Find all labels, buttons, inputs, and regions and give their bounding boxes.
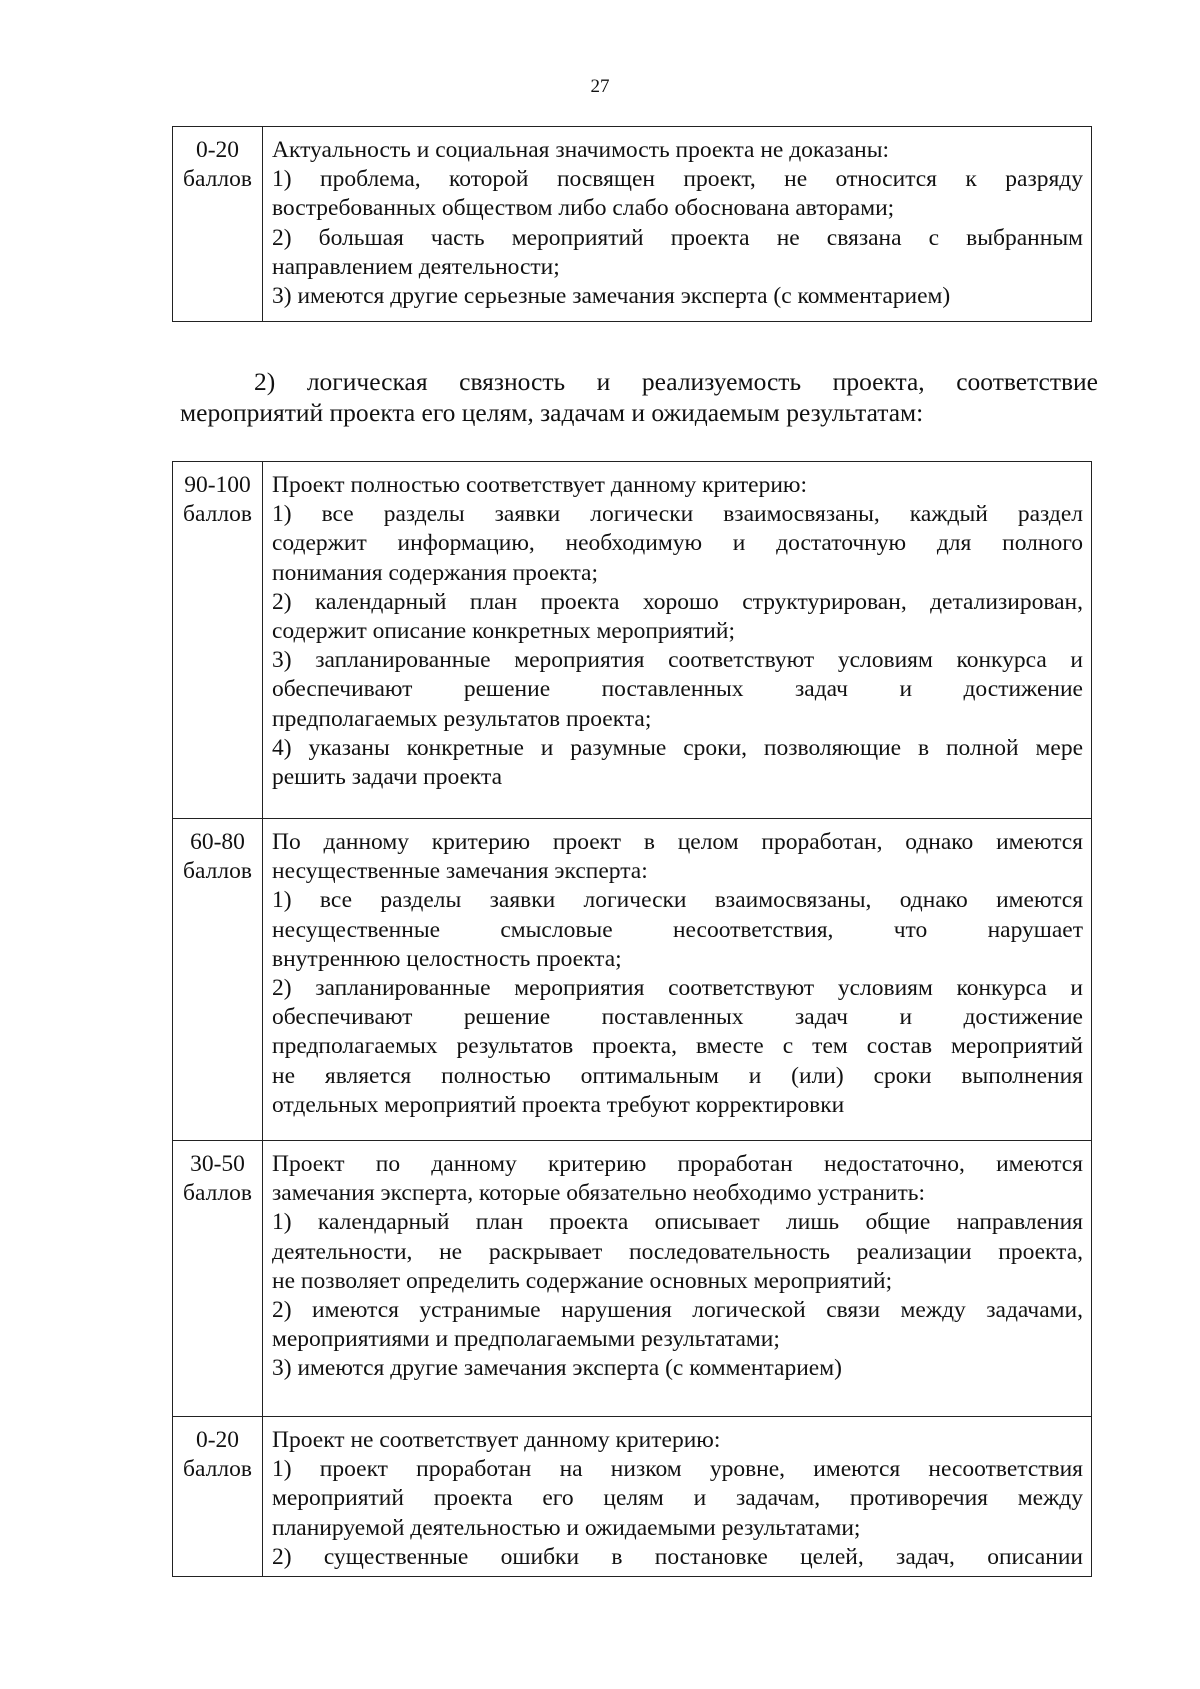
description-line: 4) указаны конкретные и разумные сроки, позволяющие в полной мере [272,734,1083,761]
description-line: решить задачи проекта [272,764,503,791]
description-cell [263,1141,1092,1417]
table-row [173,1417,1092,1577]
score-cell [173,127,263,322]
score-unit: баллов [183,1180,252,1207]
description-line: 2) большая часть мероприятий проекта не связана с выбранным [272,224,1083,251]
description-line: 1) проект проработан на низком уровне, имеются несоответствия [272,1456,1083,1483]
table-row [173,819,1092,1141]
description-line: 2) запланированные мероприятия соответствуют условиям конкурса и [272,975,1083,1002]
description-line: мероприятиями и предполагаемыми результатами; [272,1326,780,1353]
description-line: 1) проблема, которой посвящен проект, не относится к разряду [272,166,1083,193]
description-line: 1) все разделы заявки логически взаимосвязаны, каждый раздел [272,501,1083,528]
description-line: предполагаемых результатов проекта, вместе с тем состав мероприятий [272,1033,1083,1060]
intro-line: 2) логическая связность и реализуемость проекта, соответствие [254,367,1098,396]
description-line: обеспечивают решение поставленных задач и достижение [272,676,1083,703]
description-line: 2) имеются устранимые нарушения логической связи между задачами, [272,1297,1083,1324]
score-cell [173,462,263,819]
section-intro-paragraph [180,366,1098,428]
description-line: востребованных обществом либо слабо обоснована авторами; [272,195,895,222]
score-range: 0-20 [195,1427,240,1453]
description-line: 1) календарный план проекта описывает лишь общие направления [272,1209,1083,1236]
score-range: 60-80 [190,829,245,855]
description-line: замечания эксперта, которые обязательно необходимо устранить: [272,1180,926,1207]
description-line: 2) календарный план проекта хорошо структурирован, детализирован, [272,588,1083,615]
description-line: направлением деятельности; [272,253,560,280]
description-line: предполагаемых результатов проекта; [272,705,652,732]
score-unit: баллов [183,501,252,528]
score-range: 0-20 [195,137,240,163]
score-unit: баллов [183,1456,252,1483]
description-line: Проект полностью соответствует данному критерию: [272,472,807,498]
description-line: отдельных мероприятий проекта требуют корректировки [272,1091,845,1118]
description-line: 2) существенные ошибки в постановке целей, задач, описании [272,1543,1083,1570]
description-cell [263,462,1092,819]
description-cell [263,127,1092,322]
description-line: Проект по данному критерию проработан недостаточно, имеются [272,1151,1083,1177]
description-line: По данному критерию проект в целом проработан, однако имеются [272,829,1083,855]
score-cell [173,1141,263,1417]
description-line: содержит информацию, необходимую и достаточную для полного [272,530,1083,557]
page-number: 27 [590,76,610,97]
description-line: 3) имеются другие замечания эксперта (с комментарием) [272,1355,842,1382]
score-unit: баллов [183,166,252,193]
score-unit: баллов [183,858,252,885]
description-line: не позволяет определить содержание основных мероприятий; [272,1267,893,1294]
table-row [173,1141,1092,1417]
score-cell [173,1417,263,1577]
description-line: 3) имеются другие серьезные замечания эксперта (с комментарием) [272,283,951,310]
description-line: мероприятий проекта его целям и задачам, противоречия между [272,1485,1083,1512]
table-row [173,462,1092,819]
description-line: 1) все разделы заявки логически взаимосвязаны, однако имеются [272,887,1083,914]
description-line: Актуальность и социальная значимость проекта не доказаны: [272,137,890,163]
description-line: планируемой деятельностью и ожидаемыми результатами; [272,1514,861,1541]
description-line: содержит описание конкретных мероприятий; [272,618,735,645]
table-row [173,127,1092,322]
description-line: понимания содержания проекта; [272,559,599,586]
description-line: не является полностью оптимальным и (или) сроки выполнения [272,1062,1083,1089]
description-line: внутреннюю целостность проекта; [272,945,622,972]
criteria-table [172,461,1092,1577]
description-line: несущественные замечания эксперта: [272,858,648,885]
intro-line: мероприятий проекта его целям, задачам и ожидаемым результатам: [180,398,924,427]
description-line: деятельности, не раскрывает последовательность реализации проекта, [272,1238,1083,1265]
criteria-table-continuation [172,126,1092,322]
description-line: Проект не соответствует данному критерию: [272,1427,721,1453]
description-line: 3) запланированные мероприятия соответствуют условиям конкурса и [272,647,1083,674]
description-cell [263,819,1092,1141]
score-cell [173,819,263,1141]
description-line: обеспечивают решение поставленных задач и достижение [272,1004,1083,1031]
description-cell [263,1417,1092,1577]
description-line: несущественные смысловые несоответствия, что нарушает [272,916,1083,943]
score-range: 90-100 [184,472,251,498]
score-range: 30-50 [190,1151,245,1177]
